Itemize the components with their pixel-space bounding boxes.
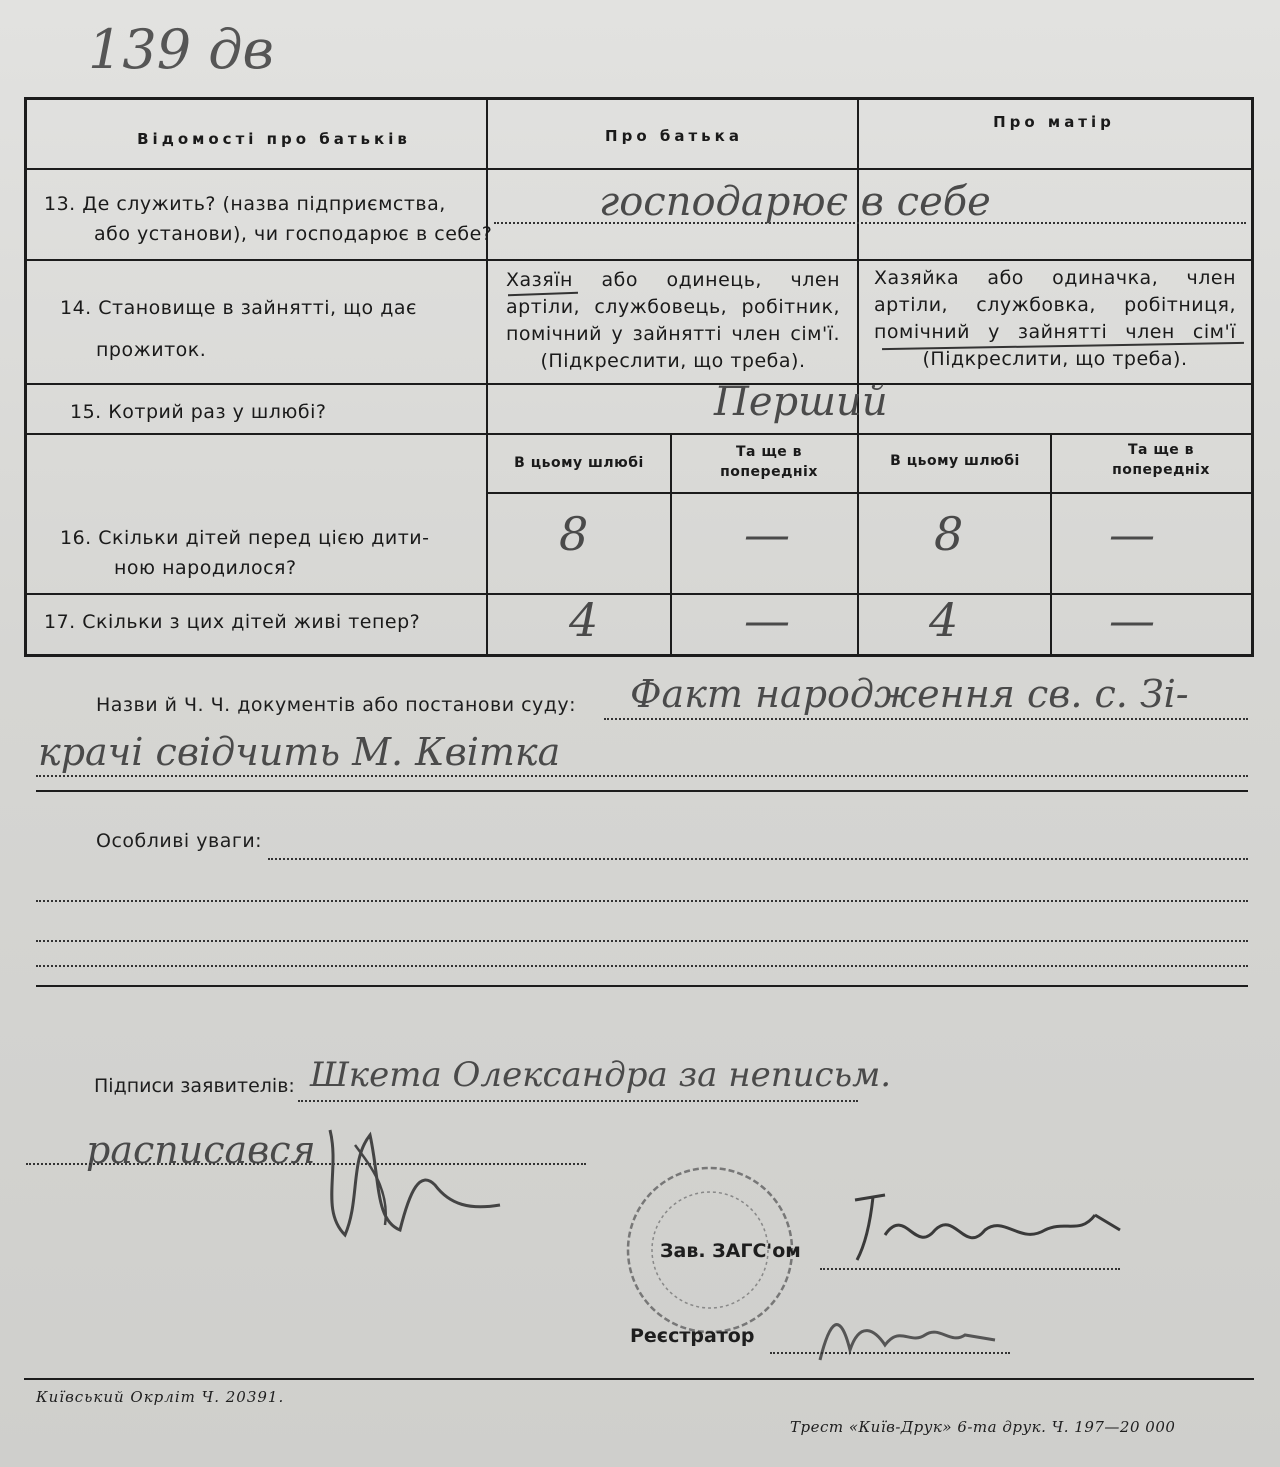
footer-printer-right: Трест «Київ-Друк» 6-та друк. Ч. 197—20 000 xyxy=(790,1418,1176,1436)
archive-number-annotation: 139 дв xyxy=(88,18,274,81)
documents-line-1 xyxy=(604,718,1248,720)
documents-handwritten-line2: крачі свідчить М. Квітка xyxy=(38,730,561,774)
row17-label: 17. Скільки з цих дітей живі тепер? xyxy=(44,611,421,633)
notes-line-3 xyxy=(36,940,1248,942)
applicants-signature-line1: Шкета Олександра за неписьм. xyxy=(310,1055,892,1095)
header-father: Про батька xyxy=(605,127,743,145)
notes-line-1 xyxy=(268,858,1248,860)
row16-label-line2: ною народилося? xyxy=(114,557,297,579)
footer-rule xyxy=(24,1378,1254,1380)
header-parents-info: Відомості про батьків xyxy=(137,130,411,148)
row14-label-line2: прожиток. xyxy=(96,339,207,361)
row15-handwritten-answer: Перший xyxy=(714,379,888,425)
footer-printer-left: Київський Окрліт Ч. 20391. xyxy=(36,1388,285,1406)
row16-mother-previous-value: — xyxy=(1109,507,1155,561)
applicant-signature-scribble xyxy=(300,1110,520,1250)
registrar-label: Реєстратор xyxy=(630,1325,755,1347)
parents-info-table xyxy=(24,97,1254,657)
zags-head-label: Зав. ЗАГС'ом xyxy=(660,1240,801,1262)
row14-mother-options: Хазяйка або одиначка, член артіли, службовка, робітниця, помічний у зайнятті член сім'ї (Підкреслити, що треба). xyxy=(874,267,1236,370)
zags-signature-line xyxy=(820,1268,1120,1270)
documents-handwritten-line1: Факт народження св. с. Зі- xyxy=(630,672,1189,716)
documents-line-2 xyxy=(36,775,1248,777)
row14-label-line1: 14. Становище в зайнятті, що дає xyxy=(60,297,417,319)
row17-father-previous-value: — xyxy=(744,593,790,647)
row13-label-line1: 13. Де служить? (назва підприємства, xyxy=(44,193,446,215)
sub-father-previous: Та ще в попередніх xyxy=(720,444,818,480)
zags-head-signature xyxy=(845,1185,1135,1270)
row17-mother-current-value: 4 xyxy=(929,593,959,647)
row16-label-line1: 16. Скільки дітей перед цією дити- xyxy=(60,527,430,549)
documents-section-rule xyxy=(36,790,1248,792)
notes-line-4 xyxy=(36,965,1248,967)
row16-father-previous-value: — xyxy=(744,507,790,561)
row16-father-current-value: 8 xyxy=(559,507,589,561)
applicants-signature-label: Підписи заявителів: xyxy=(94,1075,295,1097)
row17-father-current-value: 4 xyxy=(569,593,599,647)
row13-handwritten-answer: господарює в себе xyxy=(599,179,991,225)
row17-mother-previous-value: — xyxy=(1109,593,1155,647)
sub-mother-current: В цьому шлюбі xyxy=(890,453,1020,469)
applicants-signature-line2: расписався xyxy=(86,1128,316,1172)
applicants-signature-dotted-1 xyxy=(298,1100,858,1102)
registrar-signature xyxy=(800,1290,1000,1380)
notes-line-2 xyxy=(36,900,1248,902)
notes-label: Особливі уваги: xyxy=(96,830,263,852)
documents-label: Назви й Ч. Ч. документів або постанови суду: xyxy=(96,694,577,716)
registrar-signature-line xyxy=(770,1352,1010,1354)
header-mother: Про матір xyxy=(993,113,1115,131)
row15-label: 15. Котрий раз у шлюбі? xyxy=(70,401,327,423)
row13-label-line2: або установи), чи господарює в себе? xyxy=(94,223,493,245)
row16-mother-current-value: 8 xyxy=(934,507,964,561)
sub-mother-previous: Та ще в попередніх xyxy=(1112,442,1210,478)
notes-section-rule xyxy=(36,985,1248,987)
row14-father-options: Хазяїн або одинець, член артіли, службовець, робітник, помічний у зайнятті член сім'ї. (Підкреслити, що треба). xyxy=(506,269,840,372)
sub-father-current: В цьому шлюбі xyxy=(514,455,644,471)
